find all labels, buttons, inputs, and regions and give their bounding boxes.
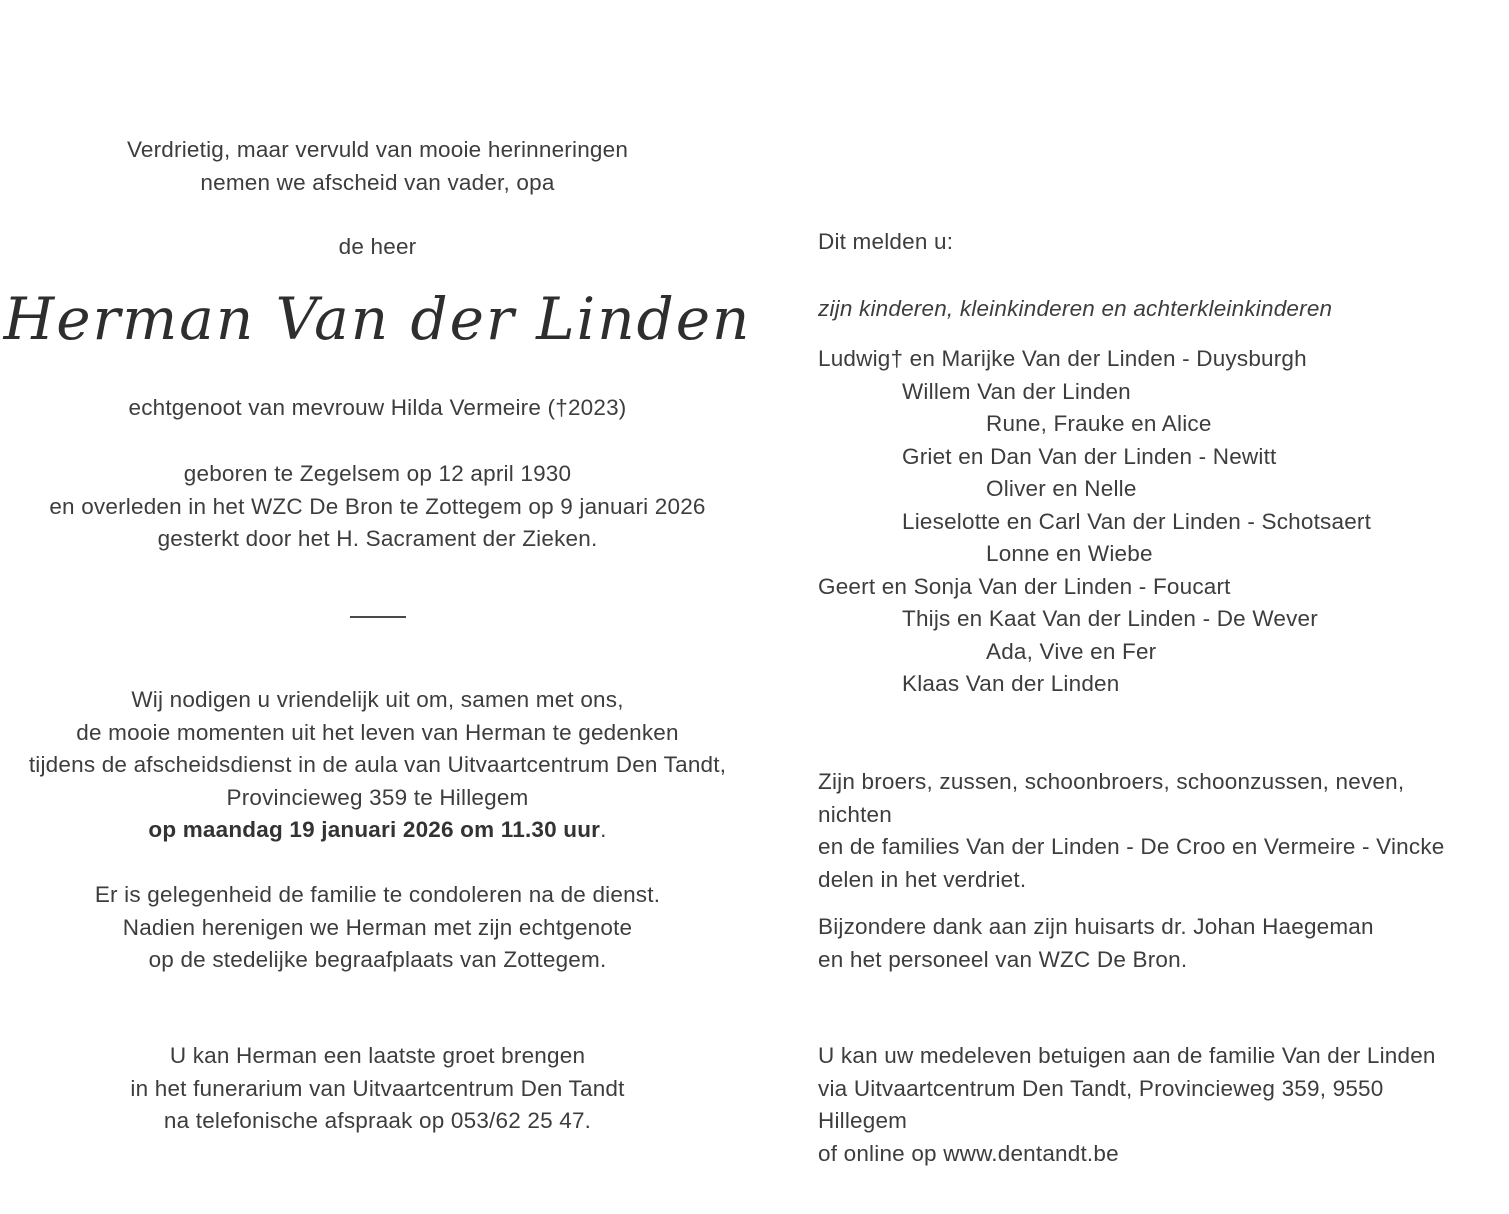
family-list-item: Geert en Sonja Van der Linden - Foucart	[818, 573, 1231, 599]
extended-family-line: delen in het verdriet.	[818, 866, 1027, 892]
family-list-item: Willem Van der Linden	[902, 378, 1131, 404]
birth-death-text	[0, 458, 755, 556]
birth-line: geboren te Zegelsem op 12 april 1930	[183, 461, 572, 486]
death-line: en overleden in het WZC De Bron te Zottegem op 9 januari 2026	[49, 493, 706, 519]
condolence-line: Er is gelegenheid de familie te condoleren na de dienst.	[94, 882, 661, 907]
family-list-item: Klaas Van der Linden	[902, 671, 1120, 696]
sacrament-line: gesterkt door het H. Sacrament der Zieken.	[157, 526, 598, 551]
family-list	[818, 343, 1478, 701]
thanks-line: Bijzondere dank aan zijn huisarts dr. Johan Haegeman	[818, 914, 1374, 939]
invitation-line: de mooie momenten uit het leven van Herman te gedenken	[76, 719, 679, 745]
thanks-line: en het personeel van WZC De Bron.	[818, 946, 1188, 972]
service-datetime-period: .	[600, 817, 607, 842]
condolence-line: Nadien herenigen we Herman met zijn echtgenote	[122, 914, 633, 940]
funerarium-info	[0, 1040, 755, 1138]
condolence-info	[0, 879, 755, 977]
contact-line: U kan uw medeleven betuigen aan de familie Van der Linden	[818, 1043, 1436, 1068]
family-list-item: Oliver en Nelle	[986, 476, 1137, 501]
announcement-label: Dit melden u:	[818, 229, 954, 254]
farewell-line: U kan Herman een laatste groet brengen	[169, 1043, 586, 1068]
family-list-item: Lieselotte en Carl Van der Linden - Schotsaert	[902, 508, 1372, 534]
farewell-line: na telefonische afspraak op 053/62 25 47.	[163, 1108, 592, 1133]
service-datetime	[0, 814, 755, 847]
family-list-item: Thijs en Kaat Van der Linden - De Wever	[902, 606, 1318, 631]
condolence-contact-text	[818, 1040, 1478, 1170]
intro-line: nemen we afscheid van vader, opa	[200, 169, 555, 195]
condolence-line: op de stedelijke begraafplaats van Zottegem.	[148, 947, 607, 972]
thanks-text	[818, 911, 1478, 976]
relatives-intro: zijn kinderen, kleinkinderen en achterkleinkinderen	[818, 296, 1333, 321]
family-list-item: Ludwig† en Marijke Van der Linden - Duysburgh	[818, 346, 1307, 371]
salutation: de heer	[338, 234, 417, 259]
family-list-item: Ada, Vive en Fer	[986, 638, 1157, 664]
extended-family-text	[818, 766, 1478, 896]
farewell-line: in het funerarium van Uitvaartcentrum Den Tandt	[130, 1075, 625, 1101]
contact-line: of online op www.dentandt.be	[818, 1140, 1119, 1166]
extended-family-line: en de families Van der Linden - De Croo en Vermeire - Vincke	[818, 834, 1445, 859]
section-divider-wrap	[0, 608, 755, 624]
section-divider	[350, 616, 406, 618]
invitation-line: Provincieweg 359 te Hillegem	[226, 784, 529, 810]
spouse-line: echtgenoot van mevrouw Hilda Vermeire (†2023)	[128, 395, 627, 420]
invitation-line: Wij nodigen u vriendelijk uit om, samen met ons,	[131, 687, 624, 712]
service-datetime-bold: op maandag 19 januari 2026 om 11.30 uur	[148, 817, 601, 842]
extended-family-line: Zijn broers, zussen, schoonbroers, schoonzussen, neven, nichten	[818, 769, 1405, 827]
family-list-item: Rune, Frauke en Alice	[986, 411, 1212, 436]
family-list-item: Lonne en Wiebe	[986, 541, 1153, 566]
service-invitation	[0, 684, 755, 847]
invitation-line: tijdens de afscheidsdienst in de aula van Uitvaartcentrum Den Tandt,	[28, 752, 727, 777]
family-list-item: Griet en Dan Van der Linden - Newitt	[902, 443, 1277, 469]
intro-text	[0, 134, 755, 199]
intro-line: Verdrietig, maar vervuld van mooie herinneringen	[126, 137, 629, 162]
contact-line: via Uitvaartcentrum Den Tandt, Provincieweg 359, 9550 Hillegem	[818, 1075, 1384, 1133]
deceased-name: Herman Van der Linden	[3, 285, 752, 353]
